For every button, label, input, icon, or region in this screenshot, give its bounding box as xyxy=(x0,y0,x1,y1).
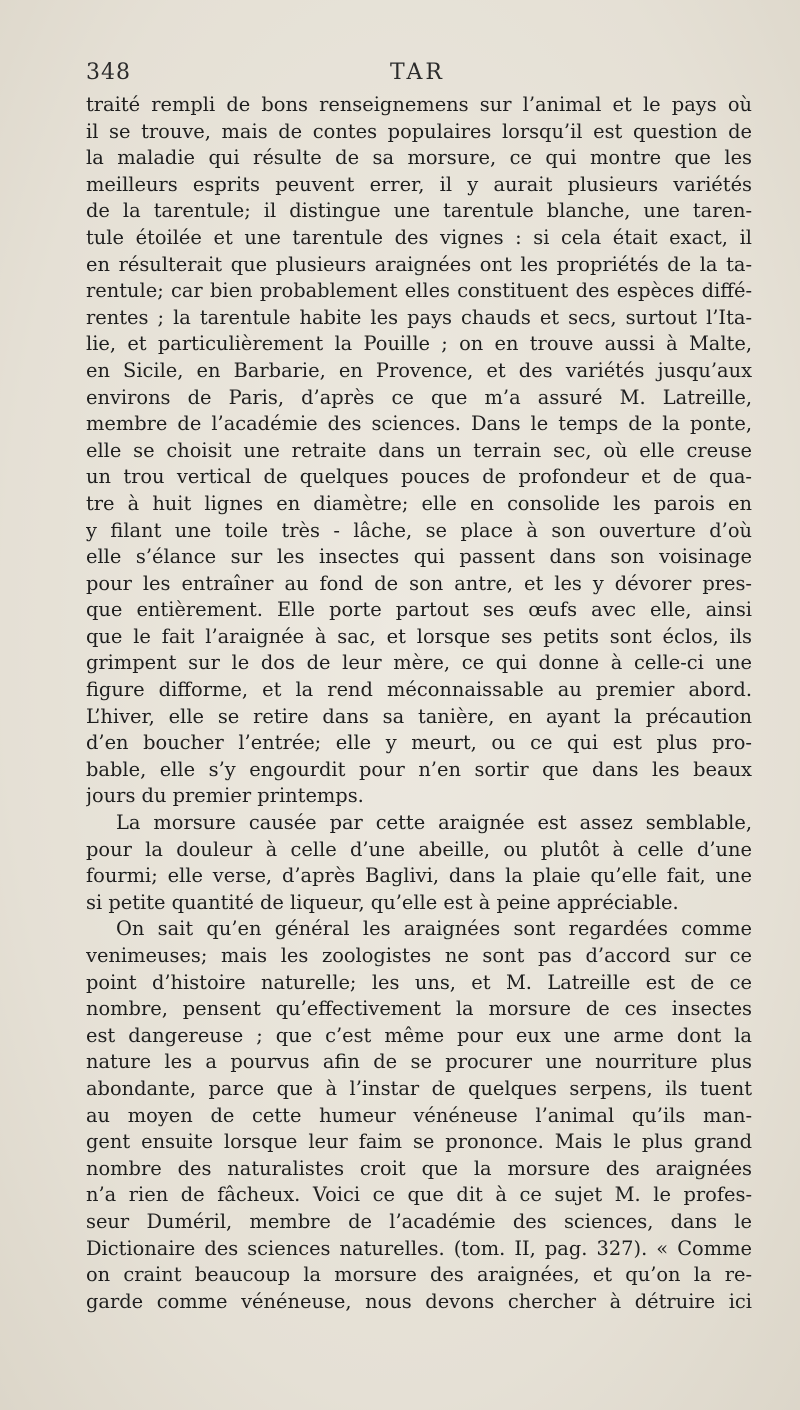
text-line: que entièrement. Elle porte partout ses œufs avec elle, ainsi xyxy=(86,598,752,622)
page-header xyxy=(86,60,686,90)
text-line: n’a rien de fâcheux. Voici ce que dit à ce sujet M. le profes- xyxy=(86,1183,752,1207)
running-head: TAR xyxy=(390,60,445,85)
text-line: d’en boucher l’entrée; elle y meurt, ou ce qui est plus pro- xyxy=(86,731,752,755)
text-line: nombre des naturalistes croit que la morsure des araignées xyxy=(86,1156,752,1180)
text-line: pour la douleur à celle d’une abeille, ou plutôt à celle d’une xyxy=(86,837,752,861)
text-line: de la tarentule; il distingue une tarentule blanche, une taren- xyxy=(86,199,752,223)
text-line: bable, elle s’y engourdit pour n’en sortir que dans les beaux xyxy=(86,757,752,781)
text-line: point d’histoire naturelle; les uns, et M. Latreille est de ce xyxy=(86,970,752,994)
text-line: gent ensuite lorsque leur faim se prononce. Mais le plus grand xyxy=(86,1130,752,1154)
text-line: elle s’élance sur les insectes qui passent dans son voisinage xyxy=(86,545,752,569)
text-line: figure difforme, et la rend méconnaissable au premier abord. xyxy=(86,678,752,702)
text-line: un trou vertical de quelques pouces de profondeur et de qua- xyxy=(86,465,752,489)
text-line: membre de l’académie des sciences. Dans le temps de la ponte, xyxy=(86,412,752,436)
text-line: grimpent sur le dos de leur mère, ce qui donne à celle-ci une xyxy=(86,651,752,675)
text-line: environs de Paris, d’après ce que m’a assuré M. Latreille, xyxy=(86,385,752,409)
text-line: que le fait l’araignée à sac, et lorsque ses petits sont éclos, ils xyxy=(86,624,752,648)
text-line: rentes ; la tarentule habite les pays chauds et secs, surtout l’Ita- xyxy=(86,305,752,329)
text-line: abondante, parce que à l’instar de quelques serpens, ils tuent xyxy=(86,1076,752,1100)
text-line: est dangereuse ; que c’est même pour eux une arme dont la xyxy=(86,1023,752,1047)
text-line: nature les a pourvus afin de se procurer une nourriture plus xyxy=(86,1050,752,1074)
text-line: en résulterait que plusieurs araignées ont les propriétés de la ta- xyxy=(86,252,752,276)
text-line: venimeuses; mais les zoologistes ne sont pas d’accord sur ce xyxy=(86,944,752,967)
text-line: en Sicile, en Barbarie, en Provence, et des variétés jusqu’aux xyxy=(86,358,752,382)
text-line: Dictionaire des sciences naturelles. (tom. II, pag. 327). « Comme xyxy=(86,1236,752,1260)
text-line: lie, et particulièrement la Pouille ; on en trouve aussi à Malte, xyxy=(86,332,752,356)
paragraph-last-line: si petite quantité de liqueur, qu’elle est à peine appréciable. xyxy=(86,890,679,914)
text-line: elle se choisit une retraite dans un terrain sec, où elle creuse xyxy=(86,438,752,462)
body-text xyxy=(86,92,752,1315)
text-line: la maladie qui résulte de sa morsure, ce qui montre que les xyxy=(86,146,752,170)
text-line: nombre, pensent qu’effectivement la morsure de ces insectes xyxy=(86,997,752,1021)
paragraph-last-line: jours du premier printemps. xyxy=(86,784,364,808)
text-line: meilleurs esprits peuvent errer, il y aurait plusieurs variétés xyxy=(86,172,752,196)
text-line: y filant une toile très - lâche, se place à son ouverture d’où xyxy=(86,518,752,542)
page-number: 348 xyxy=(86,60,131,85)
text-line: fourmi; elle verse, d’après Baglivi, dans la plaie qu’elle fait, une xyxy=(86,864,752,888)
paragraph-first-line: On sait qu’en général les araignées sont regardées comme xyxy=(116,917,752,941)
text-line: tule étoilée et une tarentule des vignes : si cela était exact, il xyxy=(86,225,752,249)
paragraph-first-line: La morsure causée par cette araignée est assez semblable, xyxy=(116,811,752,835)
text-line: tre à huit lignes en diamètre; elle en consolide les parois en xyxy=(86,491,752,515)
text-line: traité rempli de bons renseignemens sur l’animal et le pays où xyxy=(86,93,752,116)
text-line: il se trouve, mais de contes populaires lorsqu’il est question de xyxy=(86,119,752,143)
text-line: seur Duméril, membre de l’académie des sciences, dans le xyxy=(86,1209,752,1233)
text-line: au moyen de cette humeur vénéneuse l’animal qu’ils man- xyxy=(86,1103,752,1127)
text-line: rentule; car bien probablement elles constituent des espèces diffé- xyxy=(86,279,752,303)
text-line: garde comme vénéneuse, nous devons chercher à détruire ici xyxy=(86,1289,752,1313)
text-line: on craint beaucoup la morsure des araignées, et qu’on la re- xyxy=(86,1263,752,1287)
text-line: pour les entraîner au fond de son antre, et les y dévorer pres- xyxy=(86,571,752,595)
text-line: L’hiver, elle se retire dans sa tanière, en ayant la précaution xyxy=(86,704,752,728)
